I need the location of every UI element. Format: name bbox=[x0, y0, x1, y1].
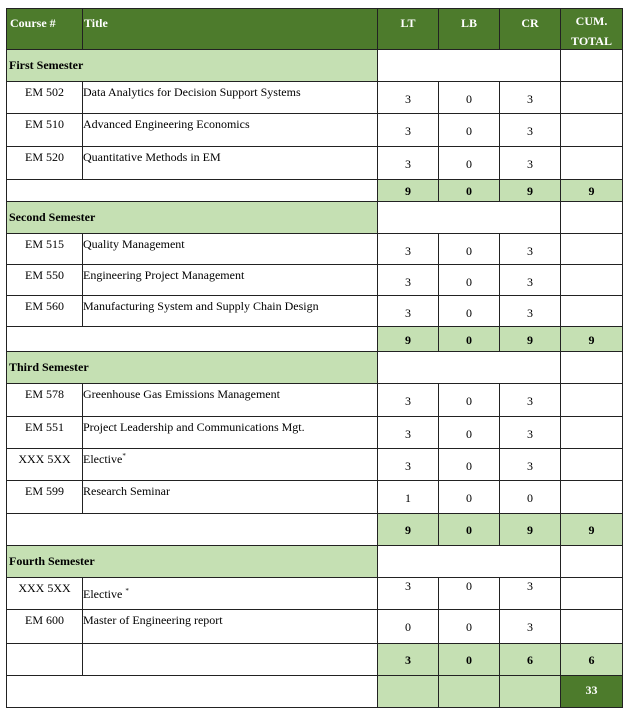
course-lb: 0 bbox=[438, 81, 500, 114]
semester-heading-blank bbox=[377, 545, 561, 578]
course-code: EM 600 bbox=[6, 609, 83, 644]
course-lt: 3 bbox=[377, 81, 439, 114]
course-cum-blank bbox=[560, 383, 623, 417]
course-lt: 3 bbox=[377, 264, 439, 296]
grand-total-empty bbox=[377, 675, 439, 708]
header-lb: LB bbox=[438, 8, 500, 50]
semester-total-lt: 9 bbox=[377, 179, 439, 202]
total-row-blank bbox=[6, 513, 378, 546]
total-row-blank bbox=[82, 643, 378, 676]
course-title-text: Manufacturing System and Supply Chain Design bbox=[83, 299, 319, 313]
course-code: EM 599 bbox=[6, 480, 83, 514]
course-code: EM 515 bbox=[6, 233, 83, 265]
course-code: EM 520 bbox=[6, 146, 83, 180]
course-cr: 3 bbox=[499, 264, 561, 296]
header-cum-line2: TOTAL bbox=[571, 34, 612, 48]
course-title bbox=[82, 264, 378, 296]
semester-heading-blank bbox=[560, 49, 623, 82]
header-lt: LT bbox=[377, 8, 439, 50]
course-cr: 0 bbox=[499, 480, 561, 514]
course-title-text: Elective bbox=[83, 587, 126, 601]
course-code: EM 510 bbox=[6, 113, 83, 147]
semester-total-cum: 9 bbox=[560, 179, 623, 202]
course-title bbox=[82, 113, 378, 147]
course-lb: 0 bbox=[438, 264, 500, 296]
course-cum-blank bbox=[560, 146, 623, 180]
course-title bbox=[82, 233, 378, 265]
semester-total-cr: 9 bbox=[499, 326, 561, 352]
semester-heading-blank bbox=[377, 201, 561, 234]
course-lb: 0 bbox=[438, 233, 500, 265]
course-title bbox=[82, 295, 378, 327]
course-code: EM 550 bbox=[6, 264, 83, 296]
course-lb: 0 bbox=[438, 577, 500, 610]
semester-heading-blank bbox=[560, 351, 623, 384]
semester-total-cr: 9 bbox=[499, 179, 561, 202]
total-row-blank bbox=[6, 326, 378, 352]
course-cr: 3 bbox=[499, 448, 561, 481]
course-cr: 3 bbox=[499, 295, 561, 327]
course-lb: 0 bbox=[438, 113, 500, 147]
semester-total-lb: 0 bbox=[438, 513, 500, 546]
header-cr: CR bbox=[499, 8, 561, 50]
semester-total-cr: 9 bbox=[499, 513, 561, 546]
course-code: EM 502 bbox=[6, 81, 83, 114]
course-lt: 3 bbox=[377, 113, 439, 147]
course-code: EM 578 bbox=[6, 383, 83, 417]
course-title bbox=[82, 448, 378, 481]
course-title-text: Project Leadership and Communications Mgt. bbox=[83, 420, 305, 434]
semester-total-lt: 9 bbox=[377, 513, 439, 546]
course-lt: 3 bbox=[377, 448, 439, 481]
course-cum-blank bbox=[560, 233, 623, 265]
course-title-text: Quantitative Methods in EM bbox=[83, 150, 221, 164]
course-cr: 3 bbox=[499, 416, 561, 449]
course-code: EM 560 bbox=[6, 295, 83, 327]
semester-total-cum: 9 bbox=[560, 513, 623, 546]
semester-heading-blank bbox=[377, 351, 561, 384]
total-row-blank bbox=[6, 179, 378, 202]
course-title bbox=[82, 577, 378, 610]
semester-total-lb: 0 bbox=[438, 643, 500, 676]
semester-heading-blank bbox=[377, 49, 561, 82]
course-cr: 3 bbox=[499, 577, 561, 610]
semester-heading-blank bbox=[560, 545, 623, 578]
header-course: Course # bbox=[6, 8, 83, 50]
semester-total-lt: 3 bbox=[377, 643, 439, 676]
course-title bbox=[82, 146, 378, 180]
course-cum-blank bbox=[560, 416, 623, 449]
course-lb: 0 bbox=[438, 295, 500, 327]
semester-heading: Second Semester bbox=[6, 201, 378, 234]
course-title-text: Advanced Engineering Economics bbox=[83, 117, 250, 131]
semester-total-lb: 0 bbox=[438, 179, 500, 202]
semester-heading: First Semester bbox=[6, 49, 378, 82]
course-title bbox=[82, 480, 378, 514]
course-lb: 0 bbox=[438, 416, 500, 449]
grand-total-blank bbox=[6, 675, 378, 708]
course-cr: 3 bbox=[499, 609, 561, 644]
course-cum-blank bbox=[560, 448, 623, 481]
course-title bbox=[82, 383, 378, 417]
course-title-text: Elective bbox=[83, 452, 123, 466]
course-lb: 0 bbox=[438, 383, 500, 417]
grand-total-empty bbox=[499, 675, 561, 708]
course-cum-blank bbox=[560, 609, 623, 644]
course-cr: 3 bbox=[499, 113, 561, 147]
course-cr: 3 bbox=[499, 146, 561, 180]
semester-total-lt: 9 bbox=[377, 326, 439, 352]
semester-heading: Third Semester bbox=[6, 351, 378, 384]
course-title-text: Greenhouse Gas Emissions Management bbox=[83, 387, 280, 401]
header-cum-line1: CUM. bbox=[575, 14, 608, 28]
course-lt: 3 bbox=[377, 146, 439, 180]
semester-heading-blank bbox=[560, 201, 623, 234]
course-title-text: Research Seminar bbox=[83, 484, 170, 498]
course-lb: 0 bbox=[438, 609, 500, 644]
course-title-text: Engineering Project Management bbox=[83, 268, 245, 282]
course-title-text: Data Analytics for Decision Support Systems bbox=[83, 85, 301, 99]
course-lt: 3 bbox=[377, 233, 439, 265]
course-cr: 3 bbox=[499, 233, 561, 265]
course-cum-blank bbox=[560, 81, 623, 114]
semester-total-cum: 9 bbox=[560, 326, 623, 352]
course-lt: 3 bbox=[377, 416, 439, 449]
course-title bbox=[82, 416, 378, 449]
course-cr: 3 bbox=[499, 81, 561, 114]
course-lt: 0 bbox=[377, 609, 439, 644]
course-cum-blank bbox=[560, 113, 623, 147]
course-code: XXX 5XX bbox=[6, 448, 83, 481]
course-lb: 0 bbox=[438, 480, 500, 514]
course-cum-blank bbox=[560, 577, 623, 610]
course-title-text: Master of Engineering report bbox=[83, 613, 223, 627]
course-code: EM 551 bbox=[6, 416, 83, 449]
course-code: XXX 5XX bbox=[6, 577, 83, 610]
semester-heading: Fourth Semester bbox=[6, 545, 378, 578]
course-cum-blank bbox=[560, 480, 623, 514]
course-title bbox=[82, 609, 378, 644]
course-title bbox=[82, 81, 378, 114]
elective-footnote-mark: * bbox=[122, 452, 126, 460]
course-title-text: Quality Management bbox=[83, 237, 185, 251]
course-lb: 0 bbox=[438, 146, 500, 180]
semester-total-cum: 6 bbox=[560, 643, 623, 676]
course-cum-blank bbox=[560, 295, 623, 327]
course-lb: 0 bbox=[438, 448, 500, 481]
grand-total-empty bbox=[438, 675, 500, 708]
semester-total-cr: 6 bbox=[499, 643, 561, 676]
header-title: Title bbox=[82, 8, 378, 50]
course-lt: 3 bbox=[377, 295, 439, 327]
course-lt: 3 bbox=[377, 577, 439, 610]
total-row-blank bbox=[6, 643, 83, 676]
grand-total-value: 33 bbox=[560, 675, 623, 708]
header-cum-total bbox=[560, 8, 623, 50]
course-cr: 3 bbox=[499, 383, 561, 417]
course-cum-blank bbox=[560, 264, 623, 296]
semester-total-lb: 0 bbox=[438, 326, 500, 352]
elective-footnote-mark: * bbox=[125, 587, 129, 595]
course-lt: 1 bbox=[377, 480, 439, 514]
course-lt: 3 bbox=[377, 383, 439, 417]
